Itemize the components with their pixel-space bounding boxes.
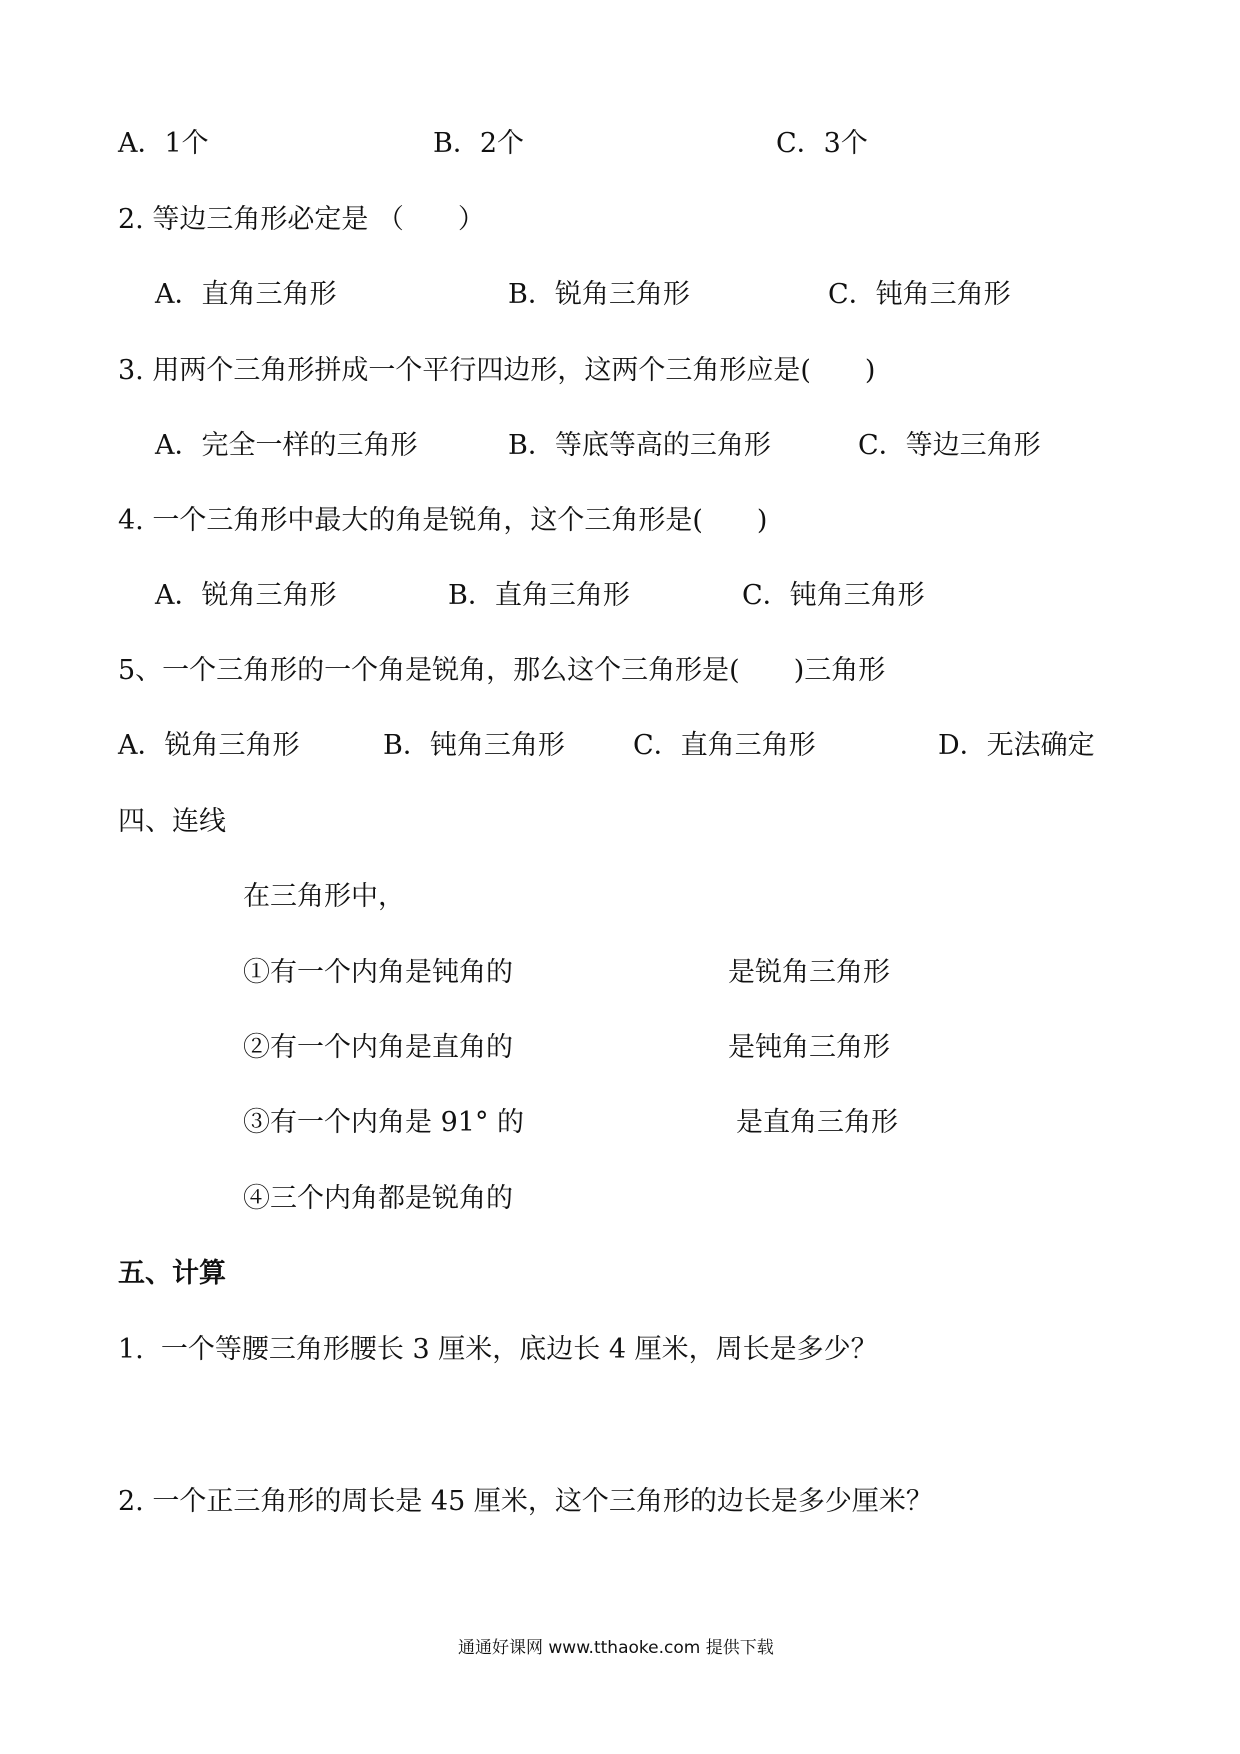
q4-option-a: A．锐角三角形 [155, 580, 337, 611]
match-right-2: 是钝角三角形 [728, 1032, 890, 1063]
q4-option-c: C．钝角三角形 [742, 580, 925, 611]
q4-stem: 4. 一个三角形中最大的角是锐角，这个三角形是( ) [118, 505, 768, 536]
q5-stem: 5、一个三角形的一个角是锐角，那么这个三角形是( )三角形 [118, 655, 886, 686]
match-left-2: ②有一个内角是直角的 [243, 1032, 513, 1063]
match-left-1: ①有一个内角是钝角的 [243, 957, 513, 988]
q1-option-c: C．3个 [776, 128, 868, 159]
q5-option-b: B．钝角三角形 [383, 730, 565, 761]
q3-stem: 3. 用两个三角形拼成一个平行四边形，这两个三角形应是( ) [118, 355, 876, 386]
page-footer: 通通好课网 www.tthaoke.com 提供下载 [458, 1638, 774, 1658]
q5-option-a: A．锐角三角形 [118, 730, 300, 761]
q3-option-a: A．完全一样的三角形 [155, 430, 418, 461]
match-left-4: ④三个内角都是锐角的 [243, 1183, 513, 1214]
match-right-3: 是直角三角形 [736, 1107, 898, 1138]
q1-option-b: B．2个 [433, 128, 525, 159]
q2-option-a: A．直角三角形 [155, 279, 337, 310]
q2-option-b: B．锐角三角形 [508, 279, 690, 310]
q5-option-c: C．直角三角形 [633, 730, 816, 761]
calc-problem-2: 2. 一个正三角形的周长是 45 厘米，这个三角形的边长是多少厘米？ [118, 1486, 933, 1517]
q3-option-b: B．等底等高的三角形 [508, 430, 771, 461]
section4-title: 四、连线 [118, 806, 226, 837]
q1-option-a: A．1个 [118, 128, 209, 159]
match-right-1: 是锐角三角形 [728, 957, 890, 988]
q5-option-d: D．无法确定 [938, 730, 1095, 761]
q2-stem: 2. 等边三角形必定是 （ ） [118, 204, 485, 235]
q4-option-b: B．直角三角形 [448, 580, 630, 611]
match-left-3: ③有一个内角是 91° 的 [243, 1107, 525, 1138]
section4-intro: 在三角形中， [243, 881, 405, 912]
q2-option-c: C．钝角三角形 [828, 279, 1011, 310]
section5-title: 五、计算 [118, 1258, 226, 1289]
calc-problem-1: 1. 一个等腰三角形腰长 3 厘米，底边长 4 厘米，周长是多少？ [118, 1334, 878, 1365]
q3-option-c: C．等边三角形 [858, 430, 1041, 461]
